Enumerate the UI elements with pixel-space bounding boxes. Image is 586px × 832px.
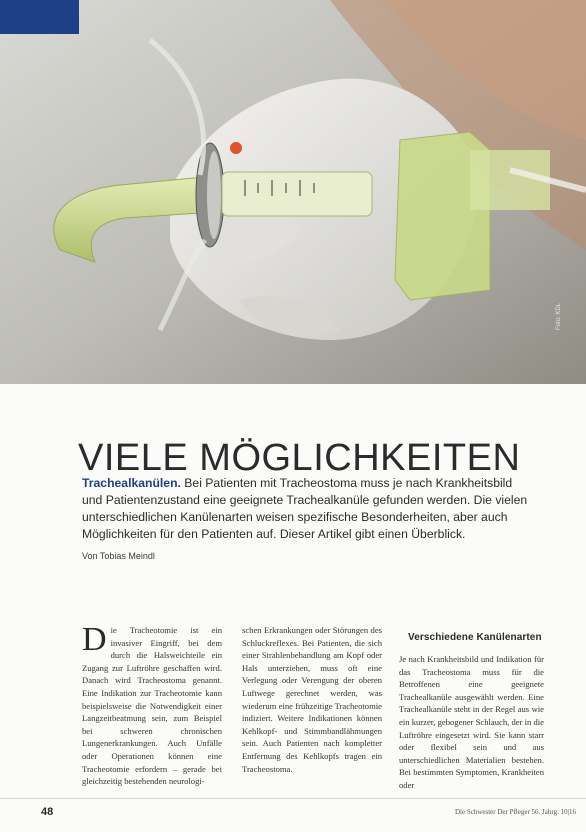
section-subheading: Verschiedene Kanülenarten: [408, 632, 542, 643]
author-byline: Von Tobias Meindl: [82, 551, 155, 561]
drop-cap: D: [82, 621, 107, 658]
body-text-3: Je nach Krankheitsbild und Indikation für das Tracheostoma muss für die Betroffenen eine geeignete Trachealkanüle ausgewählt werden. Eine Trachealkanüle steht in der Regel aus wie ein kurzer, gebogener Schlauch, der in die Luftröhre eingesetzt wird. Sie kann starr oder flexibel sein und aus unterschiedlichen Materialien bestehen. Bei bestimmten Symptomen, Krankheiten oder: [399, 654, 544, 790]
section-color-tab: [0, 0, 79, 34]
hero-photo: [0, 0, 586, 384]
publication-footer: Die Schwester Der Pfleger 56. Jahrg. 10|16: [454, 808, 576, 816]
body-column-2: [242, 624, 382, 775]
body-column-1: [82, 621, 222, 788]
page-number: 48: [41, 806, 54, 818]
lead-text: Bei Patienten mit Tracheostoma muss je nach Krankheitsbild und Patientenzustand eine geeignete Trachealkanüle gefunden werden. Die vielen unterschiedlichen Kanülenarten weisen spezifische Besonderheiten, aber auch Möglichkeiten für den Patienten auf. Dieser Artikel gibt einen Überblick.: [82, 476, 528, 541]
article-lead: [82, 475, 532, 543]
body-text-2: schen Erkrankungen oder Störungen des Schluckreflexes. Bei Patienten, die sich einer Strahlenbehandlung am Kopf oder Hals unterziehen, muss oft eine Verlegung oder Verengung der oberen Luftwege gerechnet werden, was wiederum eine frühzeitige Tracheotomie indiziert. Weitere Indikationen können Kehlkopf- und Stimmbandlähmungen sein. Auch Patienten nach kompletter Entfernung des Kehlkopfs tragen ein Tracheostoma.: [242, 625, 382, 774]
body-column-3: [399, 653, 544, 792]
photo-credit: Foto: KDL: [556, 302, 562, 330]
article-title: VIELE MÖGLICHKEITEN: [78, 437, 521, 480]
footer-divider: [0, 798, 586, 799]
body-text-1: ie Tracheotomie ist ein invasiver Eingriff, bei dem durch die Halsweichteile ein Zugang zur Luftröhre geschaffen wird. Danach wird Tracheostoma genannt. Eine Indikation zur Tracheotomie kann beispielsweise die Notwendigkeit einer Langzeitbeatmung sein, zum Beispiel bei schweren chronischen Lungenerkrankungen. Auch Unfälle oder Operationen können eine Tracheotomie erfordern – gerade bei gleichzeitig bestehenden neurologi-: [82, 625, 222, 787]
tracheal-cannula-illustration: [0, 0, 586, 384]
lead-kicker: Trachealkanülen.: [82, 476, 181, 490]
